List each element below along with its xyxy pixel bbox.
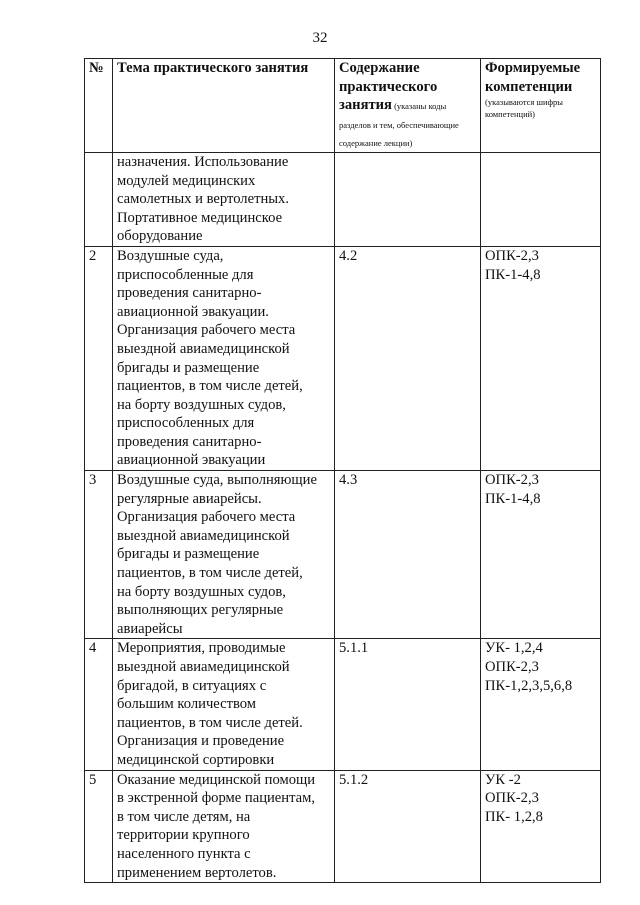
header-row <box>85 59 601 153</box>
table-row <box>85 639 601 770</box>
row-topic: Воздушные суда, выполняющие регулярные авиарейсы. Организация рабочего места выездной авиамедицинской бригады и размещение пациентов, в том числе детей, на борту воздушных судов, выполняющих регулярные авиарейсы <box>113 471 335 639</box>
row-content: 5.1.2 <box>335 770 481 883</box>
row-topic: назначения. Использование модулей медицинских самолетных и вертолетных. Портативное медицинское оборудование <box>113 152 335 246</box>
table-row <box>85 471 601 639</box>
row-competencies: ОПК-2,3 ПК-1-4,8 <box>481 246 601 470</box>
header-content <box>335 59 481 153</box>
header-num <box>85 59 113 153</box>
topics-table <box>84 58 601 883</box>
table-row <box>85 770 601 883</box>
header-num-label: № <box>89 60 104 76</box>
row-num: 4 <box>85 639 113 770</box>
row-num <box>85 152 113 246</box>
table-row <box>85 152 601 246</box>
table-row <box>85 246 601 470</box>
header-competencies-note: (указываются шифры компетенций) <box>485 97 564 120</box>
row-competencies: УК -2 ОПК-2,3 ПК- 1,2,8 <box>481 770 601 883</box>
header-content-label: Содержание практического занятия <box>339 60 438 114</box>
row-content: 4.2 <box>335 246 481 470</box>
row-topic: Мероприятия, проводимые выездной авиамедицинской бригадой, в ситуациях с большим количеством пациентов, в том числе детей. Организация и проведение медицинской сортировки <box>113 639 335 770</box>
header-topic-label: Тема практического занятия <box>117 60 309 76</box>
row-topic: Воздушные суда, приспособленные для проведения санитарно- авиационной эвакуации. Организация рабочего места выездной авиамедицинской бригады и размещение пациентов, в том числе детей, на борту воздушных судов, приспособленных для проведения санитарно- авиационной эвакуации <box>113 246 335 470</box>
header-content-note: (указаны коды разделов и тем, обеспечивающие содержание лекции) <box>339 101 459 149</box>
page-number: 32 <box>312 30 328 46</box>
header-competencies-label: Формируемые компетенции <box>485 60 581 95</box>
row-content <box>335 152 481 246</box>
row-content: 5.1.1 <box>335 639 481 770</box>
row-content: 4.3 <box>335 471 481 639</box>
row-num: 3 <box>85 471 113 639</box>
row-num: 2 <box>85 246 113 470</box>
row-topic: Оказание медицинской помощи в экстренной форме пациентам, в том числе детям, на территории крупного населенного пункта с применением вертолетов. <box>113 770 335 883</box>
header-topic <box>113 59 335 153</box>
row-competencies: УК- 1,2,4 ОПК-2,3 ПК-1,2,3,5,6,8 <box>481 639 601 770</box>
row-competencies <box>481 152 601 246</box>
row-num: 5 <box>85 770 113 883</box>
table-header <box>85 59 601 153</box>
header-competencies <box>481 59 601 153</box>
row-competencies: ОПК-2,3 ПК-1-4,8 <box>481 471 601 639</box>
table-body <box>85 152 601 882</box>
